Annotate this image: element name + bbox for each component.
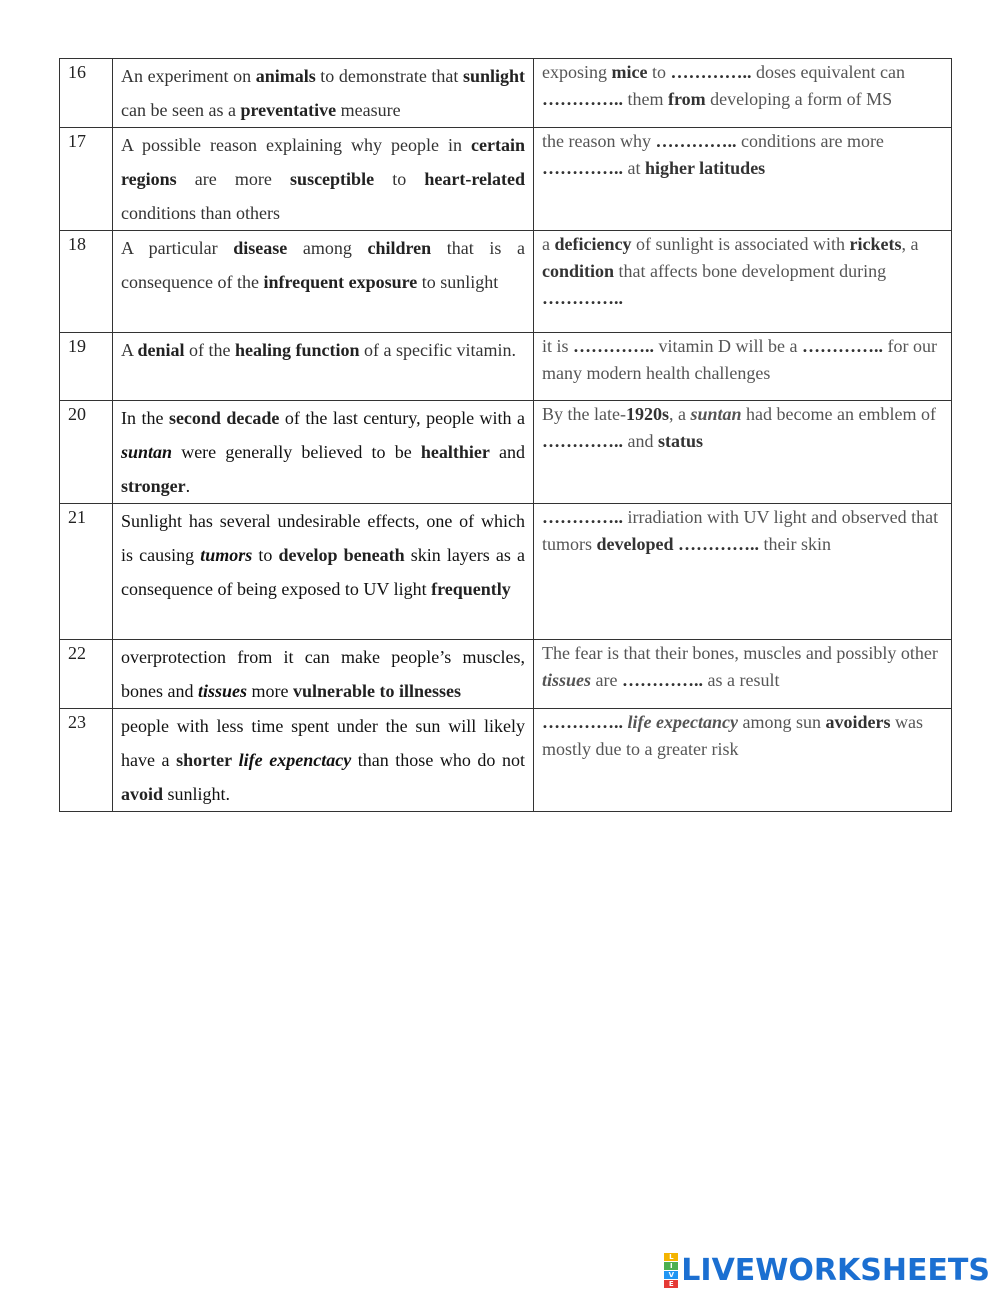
text-segment: tumors [200,545,253,565]
text-segment: children [367,238,432,258]
table-row [60,401,952,504]
text-segment: susceptible [290,169,375,189]
worksheet-table [59,58,952,812]
paraphrase-cell [534,504,952,640]
text-segment: their skin [759,534,832,554]
text-segment: The fear is that their bones, muscles and possibly other [542,643,938,663]
text-segment: vitamin D will be a [654,336,802,356]
text-segment: life expectancy [627,712,738,732]
statement-cell [113,401,534,504]
text-segment: infrequent exposure [263,272,418,292]
paraphrase-cell [534,709,952,812]
answer-blank: ………….. [542,431,623,451]
text-segment: it is [542,336,574,356]
text-segment: healing function [235,340,360,360]
text-segment: suntan [690,404,742,424]
text-segment: the reason why [542,131,656,151]
text-segment: to [647,62,671,82]
text-segment: to demonstrate that [315,66,463,86]
text-segment: condition [542,261,615,281]
text-segment: of the [184,340,236,360]
text-segment: shorter [176,750,233,770]
text-segment: rickets [849,234,902,254]
text-segment: A particular [121,238,234,258]
text-segment: exposing [542,62,612,82]
paraphrase-cell [534,401,952,504]
logo-mark-letter: I [664,1262,678,1270]
paraphrase-cell [534,231,952,333]
paraphrase-cell [534,128,952,231]
text-segment: among sun [737,712,826,732]
text-segment: that is a consequence of the [121,238,525,292]
text-segment: sunlight [462,66,525,86]
text-segment: of a specific vitamin. [359,340,516,360]
statement-cell [113,640,534,709]
worksheet-table-body [60,59,952,812]
text-segment: of the last century, people with a [279,408,526,428]
answer-blank: ………….. [802,336,883,356]
text-segment: disease [233,238,288,258]
text-segment: avoid [121,784,164,804]
text-segment: overprotection from it can make people’s muscles, bones and [121,647,525,701]
statement-cell [113,231,534,333]
text-segment: By the late- [542,404,626,424]
table-row [60,640,952,709]
text-segment: life expenctacy [238,750,352,770]
paraphrase-cell [534,59,952,128]
text-segment: 1920s [625,404,669,424]
text-segment: than those who do not [351,750,526,770]
question-number: 16 [60,59,113,128]
text-segment: An experiment on [121,66,256,86]
text-segment: certain regions [121,135,525,189]
text-segment: more [247,681,293,701]
text-segment: healthier [420,442,490,462]
text-segment [232,750,239,770]
statement-cell [113,333,534,401]
answer-blank: ………….. [542,288,623,308]
paraphrase-cell [534,640,952,709]
paraphrase-cell [534,333,952,401]
logo-text: LIVEWORKSHEETS [681,1252,990,1288]
text-segment: of sunlight is associated with [631,234,850,254]
answer-blank: ………….. [655,131,737,151]
text-segment: developing a form of MS [705,89,893,109]
answer-blank: ………….. [542,507,623,527]
text-segment: , a [669,404,691,424]
text-segment: suntan [121,442,173,462]
text-segment: deficiency [554,234,632,254]
statement-cell [113,709,534,812]
text-segment: to [252,545,279,565]
text-segment: for our many modern health challenges [542,336,937,383]
answer-blank: ………….. [622,670,704,690]
text-segment: . [185,476,191,496]
text-segment: status [658,431,704,451]
answer-blank: ………….. [542,158,623,178]
text-segment: heart-related [424,169,525,189]
logo-mark-icon [664,1253,678,1288]
text-segment: was mostly due to a greater risk [542,712,923,759]
text-segment: them [623,89,668,109]
text-segment: conditions are more [736,131,884,151]
text-segment: to [374,169,425,189]
text-segment: develop beneath [278,545,405,565]
text-segment: sunlight. [163,784,231,804]
text-segment: stronger [121,476,186,496]
question-number: 17 [60,128,113,231]
table-row [60,709,952,812]
text-segment: people with less time spent under the sun will likely have a [121,716,525,770]
text-segment: can be seen as a [121,100,241,120]
question-number: 22 [60,640,113,709]
text-segment: and [489,442,525,462]
text-segment: vulnerable to illnesses [293,681,462,701]
logo-mark-letter: L [664,1253,678,1261]
text-segment: doses equivalent can [751,62,905,82]
logo-mark-letter: E [664,1280,678,1288]
text-segment: In the [121,408,169,428]
answer-blank: ………….. [542,712,623,732]
text-segment: among [287,238,368,258]
liveworksheets-logo [664,1250,990,1290]
text-segment: animals [255,66,316,86]
text-segment: had become an emblem of [741,404,936,424]
answer-blank: ………….. [542,89,623,109]
text-segment: measure [336,100,401,120]
text-segment: to sunlight [417,272,499,292]
text-segment: higher latitudes [645,158,766,178]
question-number: 20 [60,401,113,504]
text-segment: frequently [431,579,511,599]
answer-blank: ………….. [670,62,752,82]
text-segment: tissues [197,681,248,701]
text-segment: A possible reason explaining why people in [121,135,472,155]
text-segment: Sunlight has several undesirable effects, one of which is causing [121,511,525,565]
text-segment: A [121,340,138,360]
text-segment: denial [137,340,185,360]
table-row [60,504,952,640]
text-segment: avoiders [825,712,891,732]
statement-cell [113,504,534,640]
text-segment: from [668,89,706,109]
statement-cell [113,59,534,128]
text-segment: , a [901,234,919,254]
text-segment: a [542,234,555,254]
text-segment: irradiation with UV light and observed that tumors [542,507,939,554]
answer-blank: ………….. [573,336,655,356]
text-segment: as a result [703,670,780,690]
text-segment: mice [611,62,648,82]
question-number: 19 [60,333,113,401]
text-segment: conditions than others [121,203,280,223]
table-row [60,333,952,401]
statement-cell [113,128,534,231]
text-segment: are [591,670,623,690]
text-segment: and [623,431,658,451]
table-row [60,231,952,333]
text-segment: were generally believed to be [172,442,421,462]
table-row [60,59,952,128]
logo-mark-letter: V [664,1271,678,1279]
text-segment: second decade [168,408,280,428]
text-segment: developed [596,534,674,554]
text-segment: are more [176,169,291,189]
question-number: 21 [60,504,113,640]
question-number: 23 [60,709,113,812]
question-number: 18 [60,231,113,333]
text-segment: skin layers as a consequence of being exposed to UV light [121,545,525,599]
text-segment: that affects bone development during [614,261,887,281]
table-row [60,128,952,231]
answer-blank: ………….. [678,534,760,554]
text-segment: tissues [542,670,592,690]
text-segment: preventative [240,100,337,120]
text-segment: at [623,158,645,178]
